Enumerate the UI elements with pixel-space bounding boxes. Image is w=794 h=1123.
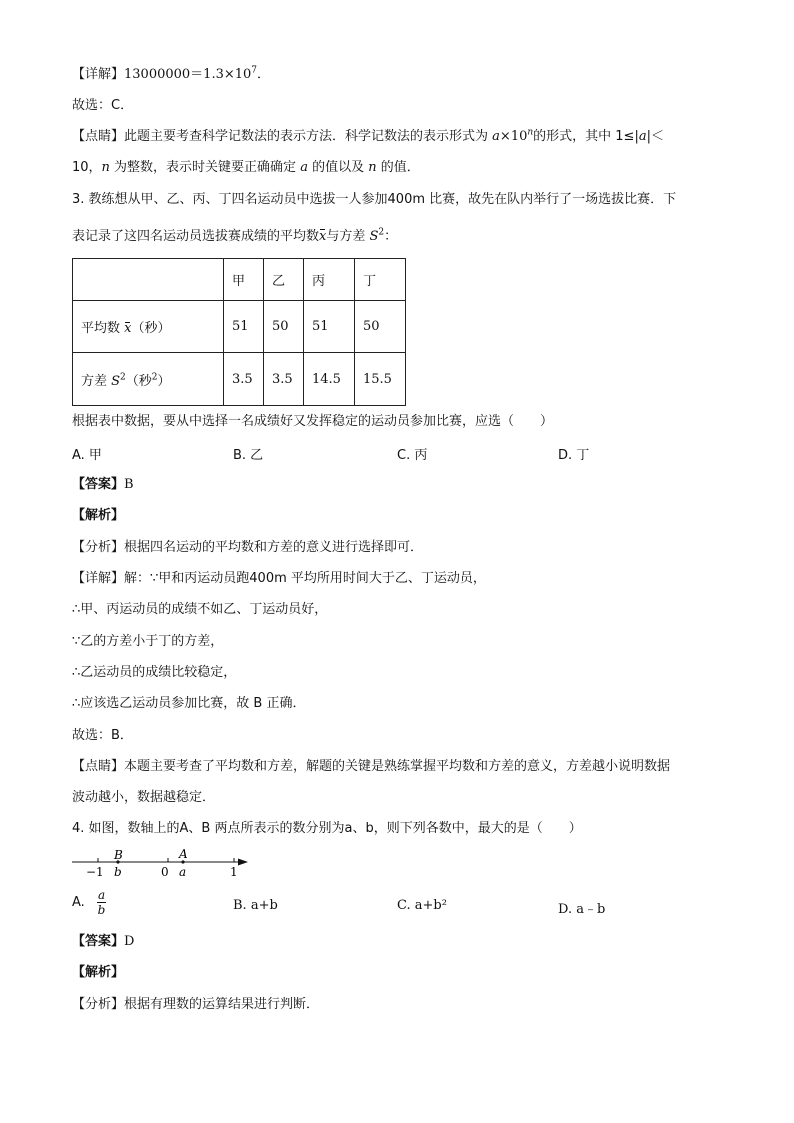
table-header-row	[73, 259, 406, 301]
fenxi-tag: 【分析】	[72, 540, 125, 555]
q2-choice: 故选：C．	[72, 98, 134, 113]
q2-comment-line1	[72, 128, 664, 146]
comment-text: 的值．	[376, 160, 420, 175]
label-minus1: −1	[86, 865, 104, 879]
exponent: 2	[151, 372, 158, 383]
number-line-figure	[66, 846, 256, 880]
table-cell: 51	[304, 301, 355, 353]
q3-option-a: A. 甲	[72, 448, 102, 463]
label-B: B	[114, 848, 123, 862]
label-text: 方差	[81, 373, 112, 389]
var-a: a	[300, 160, 308, 175]
var-n: n	[101, 160, 110, 175]
fenxi-text: 根据四名运动的平均数和方差的意义进行选择即可．	[124, 540, 424, 555]
q4-option-b: B. a+b	[233, 898, 278, 913]
q3-stem-line2	[72, 228, 397, 246]
q3-choice: 故选：B．	[72, 728, 133, 743]
comment-text: 此题主要考查科学记数法的表示方法．科学记数法的表示形式为	[124, 129, 493, 144]
q2-detail	[72, 66, 270, 84]
q3-question: 根据表中数据，要从中选择一名成绩好又发挥稳定的运动员参加比赛，应选（ ）	[72, 414, 554, 429]
exponent: 7	[251, 65, 258, 76]
row-label-mean	[73, 301, 224, 353]
answer-tag: 【答案】	[72, 477, 125, 492]
q3-detail-line2: ∴甲、丙运动员的成绩不如乙、丁运动员好，	[72, 602, 328, 617]
label-text: 平均数	[81, 321, 125, 336]
var-s: S	[111, 373, 121, 389]
x-bar: x	[124, 321, 132, 336]
q3-detail-line1	[72, 570, 486, 588]
label-one: 1	[230, 865, 238, 879]
label-text: （秒	[125, 373, 152, 389]
label-b: b	[114, 865, 122, 879]
comment-text: 为整数，表示时关键要正确确定	[109, 160, 301, 175]
table-cell: 3.5	[224, 353, 264, 406]
q4-answer	[72, 933, 134, 951]
table-cell: 3.5	[264, 353, 304, 406]
label-text: ）	[157, 373, 171, 389]
label-zero: 0	[161, 865, 169, 879]
table-cell: 50	[355, 301, 406, 353]
header-cell: 甲	[224, 259, 264, 301]
q3-detail-line3: ∵乙的方差小于丁的方差，	[72, 634, 224, 649]
table-cell: 50	[264, 301, 304, 353]
numerator: a	[97, 888, 106, 902]
table-cell: 14.5	[304, 353, 355, 406]
var-s: S	[369, 229, 379, 244]
exponent: 2	[120, 372, 126, 383]
detail-tag: 【详解】	[72, 571, 125, 586]
stem-text: 与方差	[326, 229, 370, 244]
q4-option-a	[72, 888, 106, 917]
table-cell: 51	[224, 301, 264, 353]
q3-analysis-tag: 【解析】	[72, 508, 125, 523]
row-label-variance	[73, 353, 224, 406]
exponent: 2	[378, 227, 385, 238]
label-text: （秒）	[131, 321, 171, 336]
label-a: a	[179, 865, 187, 879]
q4-option-c: C. a+b²	[397, 898, 447, 913]
q3-comment-line1	[72, 758, 670, 776]
header-cell: 乙	[264, 259, 304, 301]
comment-text: |＜	[646, 129, 664, 144]
fenxi-tag: 【分析】	[72, 997, 125, 1012]
q3-option-d: D. 丁	[558, 448, 590, 463]
score-table	[72, 258, 406, 406]
label-A: A	[179, 847, 188, 861]
q3-detail-line4: ∴乙运动员的成绩比较稳定，	[72, 665, 237, 680]
stem-text: ：	[384, 229, 398, 244]
stem-text: 表记录了这四名运动员选拔赛成绩的平均数	[72, 229, 320, 244]
table-cell: 15.5	[355, 353, 406, 406]
detail-text: 解：∵甲和丙运动员跑400m 平均所用时间大于乙、丁运动员，	[124, 571, 486, 586]
q3-option-c: C. 丙	[397, 448, 428, 463]
comment-text: 本题主要考查了平均数和方差，解题的关键是熟练掌握平均数和方差的意义，方差越小说明数据	[124, 759, 671, 774]
q4-analysis-tag: 【解析】	[72, 965, 125, 980]
fenxi-text: 根据有理数的运算结果进行判断．	[124, 997, 320, 1012]
detail-expression: 13000000＝1.3×10	[124, 67, 252, 82]
q3-stem-line1: 3. 教练想从甲、乙、丙、丁四名运动员中选拔一人参加400m 比赛，故先在队内举行了一场选拔比赛．下	[72, 192, 677, 207]
table-cell-blank	[73, 259, 224, 301]
comment-tag: 【点睛】	[72, 759, 125, 774]
comment-tag: 【点睛】	[72, 129, 125, 144]
period: ．	[257, 67, 271, 82]
q4-stem: 4. 如图，数轴上的A、B 两点所表示的数分别为a、b，则下列各数中，最大的是（ ）	[72, 821, 582, 836]
q3-answer	[72, 476, 134, 494]
q3-option-b: B. 乙	[233, 448, 264, 463]
option-prefix: A.	[72, 895, 85, 910]
var-n: n	[368, 160, 377, 175]
header-cell: 丙	[304, 259, 355, 301]
detail-tag: 【详解】	[72, 67, 125, 82]
var-a: a	[492, 129, 500, 144]
q4-option-d: D. a﹣b	[558, 902, 606, 917]
q2-comment-line2	[72, 159, 420, 177]
answer-value: D	[124, 934, 135, 949]
comment-text: 的形式，其中 1≤|	[533, 129, 639, 144]
q3-fenxi	[72, 539, 423, 557]
fraction-a-over-b	[97, 888, 106, 917]
exp-n: n	[527, 127, 534, 138]
q3-detail-line5: ∴应该选乙运动员参加比赛，故 B 正确．	[72, 696, 306, 711]
comment-text: 10，	[72, 160, 102, 175]
header-cell: 丁	[355, 259, 406, 301]
table-row	[73, 301, 406, 353]
q4-fenxi	[72, 996, 319, 1014]
q3-comment-line2: 波动越小，数据越稳定．	[72, 790, 216, 805]
answer-tag: 【答案】	[72, 934, 125, 949]
answer-value: B	[124, 477, 134, 492]
denominator: b	[97, 903, 106, 917]
table-row	[73, 353, 406, 406]
x-bar: x	[319, 229, 327, 244]
times-ten: ×10	[499, 129, 528, 144]
var-a: a	[638, 129, 647, 144]
comment-text: 的值以及	[307, 160, 369, 175]
axis-arrow	[238, 859, 248, 866]
